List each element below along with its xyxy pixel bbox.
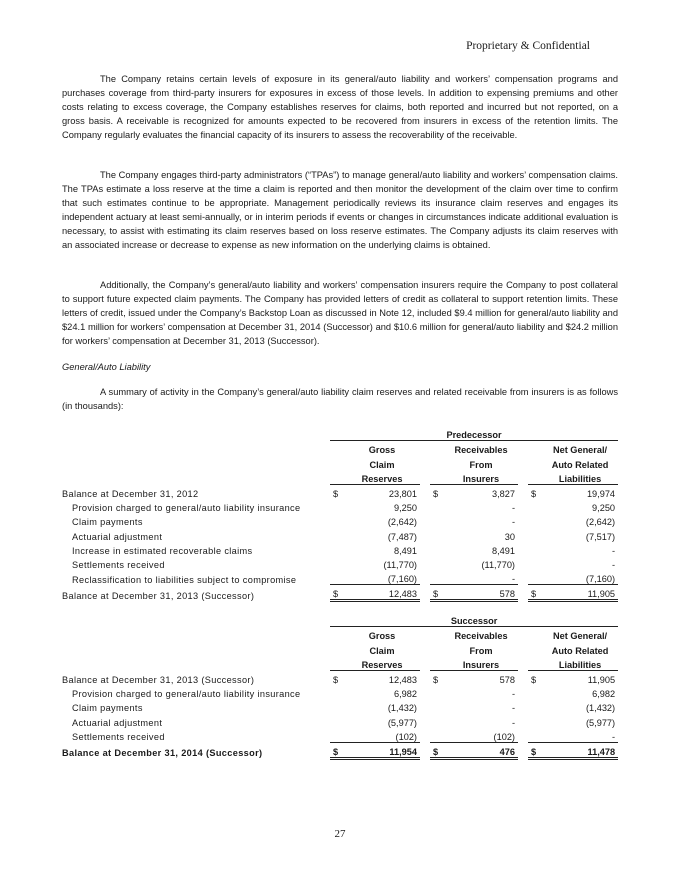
table-row — [62, 527, 618, 541]
cell-gross: 12,483 — [344, 585, 420, 601]
table-row — [62, 513, 618, 527]
cell-gross: 8,491 — [394, 545, 417, 556]
cell-net: 6,982 — [592, 689, 616, 700]
currency: $ — [333, 488, 339, 499]
cell-receivable: 476 — [444, 742, 518, 758]
row-label: Provision charged to general/auto liability insurance — [72, 689, 301, 700]
row-label: Actuarial adjustment — [72, 717, 163, 728]
table-row — [62, 742, 618, 758]
section-heading: General/Auto Liability — [62, 362, 151, 372]
cell-gross: (2,642) — [387, 517, 417, 528]
row-label: Actuarial adjustment — [72, 531, 163, 542]
row-label: Provision charged to general/auto liability insurance — [72, 503, 301, 514]
cell-net: (1,432) — [585, 703, 616, 714]
cell-receivable: - — [511, 517, 515, 528]
col-header: Receivables — [454, 445, 508, 456]
cell-receivable: 30 — [504, 531, 515, 542]
cell-net: (5,977) — [585, 717, 616, 728]
table-row — [62, 699, 618, 713]
col-header: Insurers — [444, 470, 518, 485]
col-header: Reserves — [344, 470, 420, 485]
paragraph-text: The Company engages third-party administrators (“TPAs”) to manage general/auto liability and workers’ compensation claims. The TPAs estimate a loss reserve at the time a claim is reported and then monitor the development of the claim over time to confirm that such estimates continue to be appropriate. Management periodically reviews its insurance claim reserves and engages its independent actuary at least semi-annually, or in interim periods if events or changes in circumstances indicate additional evaluation is necessary, to assist with estimating its claim reserves based on loss reserve estimates. The Company adjusts its claim reserves with an associated increase or decrease to expense as new information on the underlying claims is obtained. — [62, 170, 618, 250]
currency: $ — [330, 742, 344, 758]
cell-net: 11,905 — [587, 674, 616, 685]
cell-receivable: (102) — [444, 728, 518, 743]
table-row — [62, 585, 618, 601]
cell-net: - — [611, 559, 616, 570]
group-header: Predecessor — [330, 426, 618, 441]
paragraph-text: The Company retains certain levels of exposure in its general/auto liability and workers’ compensation programs and purchases coverage from third-party insurers for exposures in excess of those levels. In addition to expensing premiums and other costs relating to excess coverage, the Company establishes reserves for claims, both reported and incurred but not reported, on a gross basis. A receivable is recognized for amounts expected to be recovered from insurers in excess of the retention limits. The Company regularly evaluates the financial capacity of its insurers to assess the recoverability of the receivable. — [62, 74, 618, 140]
table-row — [62, 556, 618, 570]
col-header: Insurers — [444, 656, 518, 671]
row-label: Claim payments — [72, 517, 143, 528]
cell-receivable: - — [511, 717, 515, 728]
cell-receivable: 8,491 — [492, 545, 515, 556]
cell-net: - — [611, 545, 616, 556]
col-header: Net General/ — [552, 631, 608, 642]
paragraph-collateral — [62, 278, 618, 348]
col-header: Claim — [369, 459, 395, 470]
currency: $ — [430, 742, 444, 758]
table-row — [62, 484, 618, 499]
successor-table — [62, 612, 618, 760]
col-header: Receivables — [454, 631, 508, 642]
row-label: Balance at December 31, 2013 (Successor) — [62, 674, 255, 685]
row-label: Balance at December 31, 2014 (Successor) — [62, 748, 263, 759]
cell-gross: (7,487) — [387, 531, 417, 542]
predecessor-table — [62, 426, 618, 602]
cell-net: (7,160) — [542, 570, 618, 585]
cell-receivable: 578 — [444, 585, 518, 601]
col-header: Gross — [368, 631, 396, 642]
table-row — [62, 670, 618, 685]
table-row — [62, 685, 618, 699]
cell-receivable: 578 — [499, 674, 515, 685]
col-header: From — [469, 645, 493, 656]
cell-gross: (5,977) — [387, 717, 417, 728]
confidentiality-header: Proprietary & Confidential — [466, 40, 590, 52]
cell-receivable: - — [444, 570, 518, 585]
paragraph-tpa — [62, 168, 618, 252]
col-header: Auto Related — [551, 459, 609, 470]
row-label: Increase in estimated recoverable claims — [72, 545, 253, 556]
col-header: Liabilities — [542, 470, 618, 485]
col-header: From — [469, 459, 493, 470]
cell-net: 11,905 — [542, 585, 618, 601]
col-header: Net General/ — [552, 445, 608, 456]
cell-gross: (102) — [344, 728, 420, 743]
paragraph-text: A summary of activity in the Company’s general/auto liability claim reserves and related receivable from insurers is as follows (in thousands): — [62, 387, 618, 411]
cell-gross: 23,801 — [388, 488, 417, 499]
cell-gross: (1,432) — [387, 703, 417, 714]
cell-gross: 12,483 — [388, 674, 417, 685]
cell-net: (2,642) — [585, 517, 616, 528]
table-row — [62, 542, 618, 556]
row-label: Balance at December 31, 2013 (Successor) — [62, 590, 255, 601]
cell-gross: 9,250 — [394, 503, 417, 514]
cell-net: 19,974 — [586, 488, 616, 499]
table-row — [62, 570, 618, 585]
currency: $ — [531, 674, 537, 685]
paragraph-text: Additionally, the Company’s general/auto liability and workers’ compensation insurers require the Company to post collateral to support future expected claim payments. The Company has provided letters of credit as collateral to support retention limits. These letters of credit, issued under the Company’s Backstop Loan as discussed in Note 12, included $9.4 million for general/auto liability and $24.1 million for workers’ compensation at December 31, 2014 (Successor) and $10.6 million for general/auto liability and $24.2 million for workers’ compensation at December 31, 2013 (Successor). — [62, 280, 618, 346]
cell-receivable: (11,770) — [481, 559, 515, 570]
cell-gross: (7,160) — [344, 570, 420, 585]
paragraph-excess-coverage — [62, 72, 618, 142]
currency: $ — [333, 674, 339, 685]
cell-receivable: 3,827 — [492, 488, 515, 499]
currency: $ — [430, 585, 444, 601]
currency: $ — [433, 674, 439, 685]
currency: $ — [433, 488, 439, 499]
currency: $ — [528, 742, 542, 758]
row-label: Reclassification to liabilities subject to compromise — [72, 574, 297, 585]
col-header: Gross — [368, 445, 396, 456]
cell-gross: 6,982 — [394, 689, 417, 700]
currency: $ — [528, 585, 542, 601]
table-row — [62, 728, 618, 743]
cell-net: - — [542, 728, 618, 743]
col-header: Reserves — [344, 656, 420, 671]
row-label: Settlements received — [72, 732, 165, 743]
cell-net: 11,478 — [542, 742, 618, 758]
cell-net: 9,250 — [592, 503, 616, 514]
cell-net: (7,517) — [585, 531, 616, 542]
cell-receivable: - — [511, 689, 515, 700]
row-label: Claim payments — [72, 703, 143, 714]
group-header: Successor — [330, 612, 618, 627]
page-number: 27 — [334, 828, 346, 840]
cell-receivable: - — [511, 703, 515, 714]
cell-receivable: - — [511, 503, 515, 514]
table-row — [62, 713, 618, 727]
col-header: Auto Related — [551, 645, 609, 656]
paragraph-summary-intro — [62, 385, 618, 413]
row-label: Settlements received — [72, 559, 165, 570]
col-header: Liabilities — [542, 656, 618, 671]
col-header: Claim — [369, 645, 395, 656]
currency: $ — [330, 585, 344, 601]
currency: $ — [531, 488, 537, 499]
cell-gross: 11,954 — [344, 742, 420, 758]
cell-gross: (11,770) — [383, 559, 417, 570]
row-label: Balance at December 31, 2012 — [62, 488, 199, 499]
table-row — [62, 499, 618, 513]
